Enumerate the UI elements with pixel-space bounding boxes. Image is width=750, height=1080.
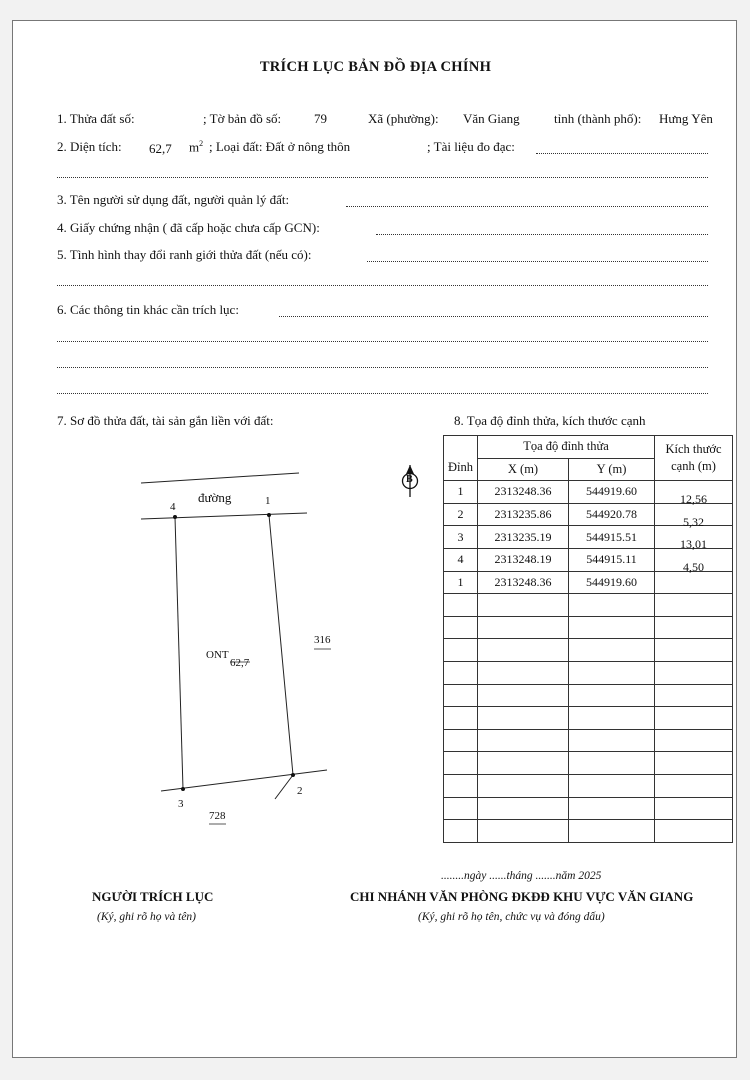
- y-coordinate-cell: [569, 684, 655, 707]
- other-info-label: 6. Các thông tin khác cần trích lục:: [57, 302, 239, 317]
- parcel-land-code: ONT: [206, 649, 229, 661]
- boundary-change-label: 5. Tình hình thay đổi ranh giới thửa đất (nếu có):: [57, 247, 312, 262]
- y-coordinate-cell: 544919.60: [569, 571, 655, 594]
- x-coordinate-cell: [478, 752, 569, 775]
- y-coordinate-cell: [569, 639, 655, 662]
- vertex-cell: [444, 752, 478, 775]
- coord-group-header: Tọa độ đỉnh thửa: [478, 436, 655, 459]
- vertex-cell: [444, 594, 478, 617]
- area-label: 2. Diện tích:: [57, 139, 122, 154]
- document-title: TRÍCH LỤC BẢN ĐỒ ĐỊA CHÍNH: [259, 59, 492, 75]
- corner-label-1: 1: [265, 495, 271, 507]
- table-row: [444, 729, 733, 752]
- x-coordinate-cell: [478, 661, 569, 684]
- edge-length-value: 4,50: [683, 559, 704, 574]
- y-coordinate-cell: [569, 797, 655, 820]
- edge-length-value: 13,01: [680, 537, 707, 552]
- x-coordinate-cell: [478, 639, 569, 662]
- col-x-header: X (m): [478, 458, 569, 481]
- table-row: [444, 548, 733, 571]
- right-signer-title: CHI NHÁNH VĂN PHÒNG ĐKĐĐ KHU VỰC VĂN GIANG: [350, 889, 694, 904]
- y-coordinate-cell: [569, 616, 655, 639]
- section-8-title: 8. Tọa độ đỉnh thửa, kích thước cạnh: [454, 413, 646, 428]
- vertex-cell: 2: [444, 503, 478, 526]
- left-signer-note: (Ký, ghi rõ họ và tên): [97, 911, 197, 923]
- y-coordinate-cell: [569, 729, 655, 752]
- date-line: ........ngày ......tháng .......năm 2025: [441, 870, 602, 882]
- corner-marker: [291, 773, 295, 777]
- edge-length-cell: [655, 820, 733, 843]
- vertex-cell: [444, 661, 478, 684]
- edge-length-cell: [655, 774, 733, 797]
- north-letter: B: [406, 474, 413, 485]
- edge-length-cell: [655, 503, 733, 529]
- col-vertex-header: Đỉnh: [444, 436, 478, 481]
- x-coordinate-cell: [478, 616, 569, 639]
- edge-length-cell: [655, 571, 733, 594]
- x-coordinate-cell: 2313248.36: [478, 481, 569, 504]
- edge-length-cell: [655, 729, 733, 752]
- x-coordinate-cell: [478, 820, 569, 843]
- vertex-cell: [444, 639, 478, 662]
- area-value: 62,7: [149, 141, 172, 156]
- edge-length-cell: [655, 481, 733, 507]
- province-value: Hưng Yên: [659, 111, 713, 126]
- neighbor-parcel-728: 728: [209, 810, 226, 822]
- edge-length-cell: [655, 526, 733, 552]
- land-type-label: ; Loại đất: Đất ở nông thôn: [209, 139, 351, 154]
- vertex-cell: [444, 774, 478, 797]
- y-coordinate-cell: [569, 774, 655, 797]
- y-coordinate-cell: [569, 820, 655, 843]
- table-row: [444, 752, 733, 775]
- x-coordinate-cell: [478, 684, 569, 707]
- edge-length-cell: [655, 639, 733, 662]
- x-coordinate-cell: [478, 707, 569, 730]
- parcel-area-label: 62,7: [230, 657, 250, 669]
- table-row: [444, 481, 733, 504]
- right-signer-note: (Ký, ghi rõ họ tên, chức vụ và đóng dấu): [418, 911, 605, 923]
- vertex-cell: 3: [444, 526, 478, 549]
- edge-length-cell: [655, 616, 733, 639]
- left-signer-title: NGƯỜI TRÍCH LỤC: [92, 889, 214, 904]
- table-row: [444, 616, 733, 639]
- corner-marker: [181, 787, 185, 791]
- vertex-cell: 1: [444, 571, 478, 594]
- certificate-label: 4. Giấy chứng nhận ( đã cấp hoặc chưa cấp GCN):: [57, 220, 320, 235]
- x-coordinate-cell: [478, 594, 569, 617]
- document-page: [12, 20, 737, 1058]
- table-row: [444, 503, 733, 526]
- table-row: [444, 684, 733, 707]
- y-coordinate-cell: [569, 594, 655, 617]
- y-coordinate-cell: 544915.51: [569, 526, 655, 549]
- x-coordinate-cell: [478, 729, 569, 752]
- area-unit: $m^2$: [189, 139, 204, 155]
- corner-label-4: 4: [170, 501, 176, 513]
- col-y-header: Y (m): [569, 458, 655, 481]
- x-coordinate-cell: 2313235.86: [478, 503, 569, 526]
- edge-length-value: 5,32: [683, 514, 704, 529]
- edge-length-cell: [655, 594, 733, 617]
- table-row: [444, 820, 733, 843]
- commune-value: Văn Giang: [463, 111, 520, 126]
- vertex-cell: [444, 729, 478, 752]
- vertex-cell: [444, 707, 478, 730]
- section-7-title: 7. Sơ đồ thửa đất, tài sản gắn liền với đất:: [57, 413, 274, 428]
- vertex-cell: 1: [444, 481, 478, 504]
- road-label: đường: [198, 490, 232, 505]
- land-user-label: 3. Tên người sử dụng đất, người quản lý đất:: [57, 192, 290, 207]
- edge-length-cell: [655, 684, 733, 707]
- map-sheet-label: ; Tờ bản đồ số:: [203, 111, 282, 126]
- province-label: tỉnh (thành phố):: [554, 111, 642, 126]
- table-row: [444, 594, 733, 617]
- parcel-boundary-west: [175, 517, 183, 789]
- corner-label-3: 3: [178, 798, 184, 810]
- parcel-boundary-east: [269, 515, 293, 775]
- table-row: [444, 571, 733, 594]
- vertex-cell: [444, 616, 478, 639]
- commune-label: Xã (phường):: [368, 111, 439, 126]
- road-edge-top: [141, 473, 299, 483]
- table-row: [444, 526, 733, 549]
- table-row: [444, 661, 733, 684]
- x-coordinate-cell: 2313248.19: [478, 548, 569, 571]
- x-coordinate-cell: 2313248.36: [478, 571, 569, 594]
- edge-length-cell: [655, 752, 733, 775]
- edge-length-cell: [655, 548, 733, 574]
- corner-2-leader: [275, 775, 293, 799]
- edge-length-cell: [655, 797, 733, 820]
- vertex-cell: [444, 820, 478, 843]
- y-coordinate-cell: [569, 661, 655, 684]
- parcel-number-label: 1. Thửa đất số:: [57, 111, 135, 126]
- y-coordinate-cell: [569, 752, 655, 775]
- table-row: [444, 797, 733, 820]
- map-sheet-value: 79: [314, 111, 327, 126]
- corner-marker: [267, 513, 271, 517]
- edge-length-value: 12,56: [680, 492, 707, 507]
- x-coordinate-cell: 2313235.19: [478, 526, 569, 549]
- vertex-cell: 4: [444, 548, 478, 571]
- y-coordinate-cell: 544915.11: [569, 548, 655, 571]
- neighbor-parcel-316: 316: [314, 634, 331, 646]
- edge-length-cell: [655, 661, 733, 684]
- x-coordinate-cell: [478, 797, 569, 820]
- x-coordinate-cell: [478, 774, 569, 797]
- corner-label-2: 2: [297, 785, 303, 797]
- corner-marker: [173, 515, 177, 519]
- y-coordinate-cell: 544919.60: [569, 481, 655, 504]
- edge-length-cell: [655, 707, 733, 730]
- col-length-header: Kích thước cạnh (m): [655, 436, 733, 481]
- table-row: [444, 639, 733, 662]
- vertex-cell: [444, 797, 478, 820]
- table-row: [444, 774, 733, 797]
- vertex-cell: [444, 684, 478, 707]
- table-row: [444, 707, 733, 730]
- survey-doc-label: ; Tài liệu đo đạc:: [427, 139, 515, 154]
- road-edge-bottom: [141, 513, 307, 519]
- y-coordinate-cell: [569, 707, 655, 730]
- coordinates-table: [443, 435, 733, 843]
- y-coordinate-cell: 544920.78: [569, 503, 655, 526]
